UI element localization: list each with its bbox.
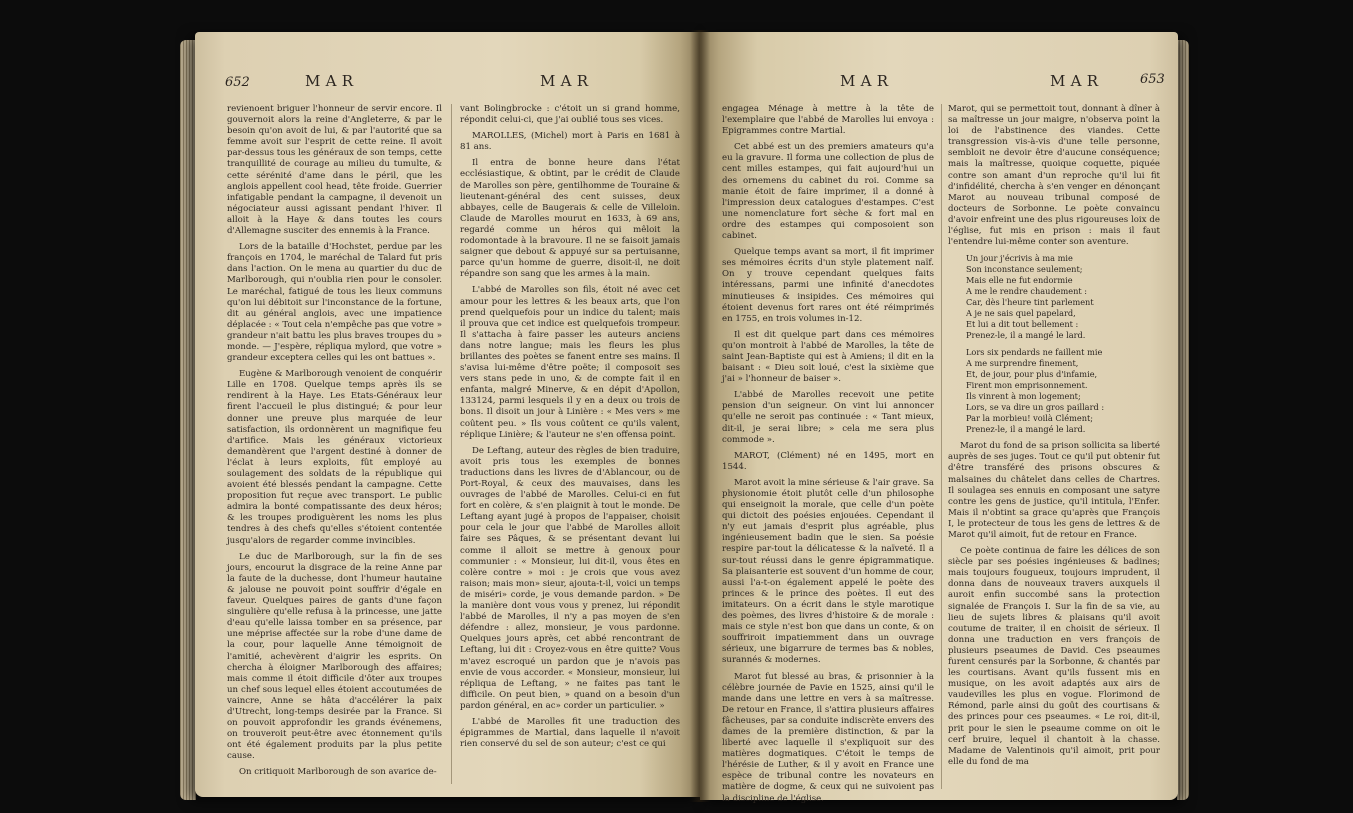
paragraph: revienoent briguer l'honneur de servir encore. Il gouvernoit alors la reine d'Angleterre, & par le besoin qu'on avoit de lui, & par l'autorité que sa femme avoit sur l'esprit de cette reine. Il avoit par-dessus tous les généraux de son temps, cette tranquillité de courage au milieu du tumulte, & cette sérénité d'ame dans le péril, que les anglois appellent cool head, tête froide. Guerrier infatigable pendant la campagne, il devenoit un négociateur aussi agissant pendant l'hiver. Il alloit à la Haye & dans toutes les cours d'Allemagne susciter des ennemis à la France. bbox=[227, 104, 442, 237]
marot-intro-paragraph: Marot, qui se permettoit tout, donnant à dîner à sa maîtresse un jour maigre, n'observa point la loi de l'abstinence des viandes. Cette transgression vis-à-vis d'une telle personne, sembloit ne devoir être d'aucune conséquence; mais la maîtresse, quoique coquette, piquée contre son amant d'un reproche qu'il lui fit d'infidélité, chercha à s'en venger en dénonçant Marot au nouveau tribunal composé de docteurs de Sorbonne. Le poète convaincu d'avoir enfreint une des plus rigoureuses loix de l'église, fut mis en prison : mais il faut l'entendre lui-même conter son aventure. bbox=[948, 104, 1160, 248]
marot-continuation bbox=[948, 441, 1160, 768]
verse-line: Son inconstance seulement; bbox=[966, 264, 1083, 275]
paragraph: L'abbé de Marolles fit une traduction des épigrammes de Martial, dans laquelle il n'avoit rien conservé du sel de son auteur; c'est ce qui bbox=[460, 716, 680, 750]
verse-line: Ils vinrent à mon logement; bbox=[966, 391, 1081, 402]
left-head-word-1: MAR bbox=[305, 72, 359, 90]
left-page-number: 652 bbox=[225, 75, 250, 90]
right-column-rule bbox=[941, 104, 942, 789]
paragraph: vant Bolingbrocke : c'étoit un si grand homme, répondit celui-ci, que j'ai oublié tous ses vices. bbox=[460, 104, 680, 126]
verse-line: Car, dès l'heure tint parlement bbox=[966, 297, 1094, 308]
right-running-head bbox=[730, 72, 1165, 92]
paragraph: Le duc de Marlborough, sur la fin de ses jours, encourut la disgrace de la reine Anne par la faute de la duchesse, dont l'humeur hautaine & jalouse ne pouvoit point souffrir d'égale en faveur. Quelques paires de gants d'une façon singulière qu'elle refusa à la princesse, une jatte d'eau qu'elle laissa tomber en sa présence, par une méprise affectée sur la robe d'une dame de la cour, pour laquelle Anne témoignoit de l'amitié, achevèrent d'aigrir les esprits. On chercha à éloigner Marlborough des affaires; mais comme il étoit difficile d'ôter aux troupes un chef sous lequel elles étoient accoutumées de vaincre, Anne se hâta d'accélérer la paix d'Utrecht, long-temps desirée par la France. Si on pouvoit approfondir les grands événemens, on trouveroit peut-être avec étonnement qu'ils ont été également produits par la plus petite cause. bbox=[227, 551, 442, 762]
paragraph: On critiquoit Marlborough de son avarice de- bbox=[239, 767, 437, 778]
paragraph: Marot avoit la mine sérieuse & l'air grave. Sa physionomie étoit plutôt celle d'un philosophe qui enseignoit la morale, que celle d'un poète qui dictoit des poésies enjouées. Cependant il n'y eut jamais d'esprit plus agréable, plus ingénieusement badin que le sien. Sa poésie respire par-tout la délicatesse & la naïveté. Il a sur-tout réussi dans le genre épigrammatique. Sa plaisanterie est souvent d'un homme de cour, aussi l'a-t-on également appelé le poète des princes & le prince des poètes. Il eut des imitateurs. On a écrit dans le style marotique des poèmes, des livres d'histoire & de morale : mais ce style n'est bon que dans un conte, & on souffriroit impatiemment dans un ouvrage sérieux, une bigarrure de termes bas & nobles, surannés & modernes. bbox=[722, 477, 934, 666]
verse-stanza-1 bbox=[966, 253, 1160, 341]
verse-line: Mais elle ne fut endormie bbox=[966, 275, 1073, 286]
paragraph: Il entra de bonne heure dans l'état ecclésiastique, & obtint, par le crédit de Claude de Marolles son père, gentilhomme de Touraine & lieutenant-général des cent suisses, deux abbayes, celle de Baugerais & celle de Villeloin. Claude de Marolles mourut en 1633, à 69 ans, regardé comme un héros qui mêloit la rodomontade à la bravoure. Il ne se faisoit jamais saigner que debout & appuyé sur sa pertuisanne, parce qu'un homme de guerre, disoit-il, ne doit répandre son sang que les armes à la main. bbox=[460, 158, 680, 280]
paragraph: Marot fut blessé au bras, & prisonnier à la célèbre journée de Pavie en 1525, ainsi qu'il le mande dans une lettre en vers à sa maîtresse. De retour en France, il s'attira plusieurs affaires fâcheuses, par sa conduite indiscrète envers des dames de la première distinction, & par la liberté avec laquelle il s'expliquoit sur des matières dogmatiques. C'étoit le temps de l'hérésie de Luther, & il y avoit en France une espèce de tribunal contre les novateurs en matière de dogme, & ceux qui ne suivoient pas la discipline de l'église. bbox=[722, 671, 934, 804]
left-page-edges bbox=[180, 40, 196, 800]
verse-line: A je ne sais quel papelard, bbox=[966, 308, 1076, 319]
paragraph: Eugène & Marlborough venoient de conquérir Lille en 1708. Quelque temps après ils se rendirent à la Haye. Les Etats-Généraux leur firent l'accueil le plus distingué; & pour leur donner une preuve plus marquée de leur satisfaction, ils ordonnèrent un magnifique feu d'artifice. Mais les généraux victorieux demandèrent que l'argent destiné à donner de l'éclat à leurs exploits, fût employé au soulagement des soldats de la république qui avoient été blessés pendant la campagne. Cette proposition fut reçue avec transport. Le public admira la bonté compatissante des deux héros; & les troupes prodiguèrent les noms les plus tendres à des chefs qu'elles s'étoient contentée jusqu'alors de regarder comme invincibles. bbox=[227, 369, 442, 546]
verse-line: Prenez-le, il a mangé le lard. bbox=[966, 424, 1086, 435]
paragraph: MAROT, (Clément) né en 1495, mort en 1544. bbox=[722, 450, 934, 472]
verse-line: Par la morbieu! voilà Clément; bbox=[966, 413, 1094, 424]
left-head-word-2: MAR bbox=[540, 72, 594, 90]
paragraph: Cet abbé est un des premiers amateurs qu'a eu la gravure. Il forma une collection de plus de cent milles estampes, qui fait aujourd'hui un des ornemens du cabinet du roi. Comme sa manie étoit de faire imprimer, il a donné à l'impression deux catalogues d'estampes. C'est une nomenclature fort sèche & fort mal en ordre des estampes qui composoient son cabinet. bbox=[722, 142, 934, 242]
left-column-rule bbox=[451, 104, 452, 784]
paragraph: De Leftang, auteur des règles de bien traduire, avoit pris tous les exemples de bonnes traductions dans les livres de d'Ablancour, ou de Port-Royal, & ceux des mauvaises, dans les ouvrages de l'abbé de Marolles. Celui-ci en fut fort en colère, & s'en plaignit à tout le monde. De Leftang ayant jugé à propos de l'appaiser, choisit pour cela le jour que l'abbé de Marolles alloit faire ses Pâques, & se présentant devant lui comme il alloit se mettre à genoux pour communier : « Monsieur, lui dit-il, vous êtes en colère contre » moi : je crois que vous avez raison; mais mon» sieur, ajouta-t-il, voici un temps de miséri» corde, je vous demande pardon. » De la manière dont vous vous y prenez, lui répondit l'abbé de Marolles, il n'y a pas moyen de s'en défendre : allez, monsieur, je vous pardonne. Quelques jours après, cet abbé rencontrant de Leftang, lui dit : Croyez-vous en être quitte? Vous m'avez escroqué un pardon que je n'avois pas envie de vous accorder. « Monsieur, monsieur, lui répliqua de Leftang, » ne faites pas tant le difficile. On peut bien, » quand on a besoin d'un pardon général, en ac» corder un particulier. » bbox=[460, 445, 680, 711]
left-page bbox=[195, 32, 700, 797]
paragraph: MAROLLES, (Michel) mort à Paris en 1681 à 81 ans. bbox=[460, 131, 680, 153]
verse-line: Lors, se va dire un gros paillard : bbox=[966, 402, 1105, 413]
verse-line: Lors six pendards ne faillent mie bbox=[966, 347, 1103, 358]
right-head-word-1: MAR bbox=[840, 72, 894, 90]
paragraph: Ce poète continua de faire les délices de son siècle par ses poésies ingénieuses & badines; mais toujours fougueux, toujours imprudent, il donna dans de nouveaux travers auxquels il auroit enfin succombé sans la protection signalée de François I. Sur la fin de sa vie, au lieu de sujets libres & plaisans qu'il avoit coutume de traiter, il en choisit de sérieux. Il donna une traduction en vers françois de plusieurs pseaumes de David. Ces pseaumes furent censurés par la Sorbonne, & chantés par les courtisans. Avant qu'ils fussent mis en musique, on les avoit adaptés aux airs de vaudevilles les plus en vogue. Florimond de Rémond, parle ainsi du goût des courtisans & des princes pour ces pseaumes. « Le roi, dit-il, prit pour le sien le pseaume comme on oit le cerf bruire, lequel il chantoit à la chasse. Madame de Valentinois qu'il aimoit, prit pour elle du fond de ma bbox=[948, 546, 1160, 767]
right-column-2 bbox=[948, 104, 1160, 789]
verse-line: Et lui a dit tout bellement : bbox=[966, 319, 1079, 330]
verse-line: A me le rendre chaudement : bbox=[966, 286, 1088, 297]
paragraph: Lors de la bataille d'Hochstet, perdue par les françois en 1704, le maréchal de Talard fut pris dans l'action. On le mena au quartier du duc de Marlborough, qui n'oublia rien pour le consoler. Le maréchal, fatigué de tous les lieux communs qu'on lui débitoit sur l'inconstance de la fortune, dit au général anglois, avec une impatience déplacée : « Tout cela n'empêche pas que votre » grandeur n'ait battu les plus braves troupes du » monde. — J'espère, répliqua mylord, que votre » grandeur exceptera celles qui les ont battues ». bbox=[227, 242, 442, 364]
verse-line: Firent mon emprisonnement. bbox=[966, 380, 1088, 391]
verse-line: Et, de jour, pour plus d'infamie, bbox=[966, 369, 1098, 380]
paragraph: Quelque temps avant sa mort, il fit imprimer ses mémoires écrits d'un style platement naïf. On y trouve cependant quelques faits intéressans, parmi une infinité d'anecdotes minutieuses & insipides. Ces mémoires qui étoient devenus fort rares ont été réimprimés en 1755, en trois volumes in-12. bbox=[722, 247, 934, 324]
paragraph: engagea Ménage à mettre à la tête de l'exemplaire que l'abbé de Marolles lui envoya : Epigrammes contre Martial. bbox=[722, 104, 934, 137]
left-running-head bbox=[225, 72, 670, 92]
verse-line: Un jour j'écrivis à ma mie bbox=[966, 253, 1073, 264]
right-page-edges bbox=[1177, 40, 1189, 800]
verse-stanza-2 bbox=[966, 347, 1160, 435]
left-column-2 bbox=[460, 104, 680, 784]
left-column-1 bbox=[227, 104, 442, 784]
paragraph: L'abbé de Marolles recevoit une petite pension d'un seigneur. On vint lui annoncer qu'elle ne seroit pas continuée : « Tant mieux, dit-il, je serai libre; » cela me sera plus commode ». bbox=[722, 390, 934, 445]
right-page bbox=[700, 32, 1178, 804]
paragraph: L'abbé de Marolles son fils, étoit né avec cet amour pour les lettres & les beaux arts, que l'on prend quelquefois pour un indice du talent; mais il prouva que cet indice est quelquefois trompeur. Il s'attacha à faire passer les auteurs anciens dans notre langue; mais les fleurs les plus brillantes des poètes se fanent entre ses mains. Il s'avisa lui-même d'être poëte; il composoit ses vers stans pede in uno, & de compte fait il en enfanta, malgré Minerve, & en dépit d'Apollon, 133124, parmi lesquels il y en a deux ou trois de bons. Il disoit un jour à Linière : « Mes vers » me coûtent peu. » Ils vous coûtent ce qu'ils valent, réplique Linière; & l'auteur ne s'en offensa point. bbox=[460, 285, 680, 440]
right-head-word-2: MAR bbox=[1050, 72, 1104, 90]
right-page-number: 653 bbox=[1140, 72, 1165, 87]
paragraph: Marot du fond de sa prison sollicita sa liberté auprès de ses juges. Tout ce qu'il put obtenir fut d'être transféré des prisons obscures & malsaines du châtelet dans celles de Chartres. Il soulagea ses ennuis en composant une satyre contre les gens de justice, qu'il intitula, l'Enfer. Mais il n'obtint sa grace qu'après que François I, le protecteur de tous les gens de lettres & de Marot qu'il aimoit, fut de retour en France. bbox=[948, 441, 1160, 540]
paragraph: Il est dit quelque part dans ces mémoires qu'on montroit à l'abbé de Marolles, la tête de saint Jean-Baptiste qui est à Amiens; il dit en la baisant : « Dieu soit loué, c'est la sixième que j'ai » l'honneur de baiser ». bbox=[722, 329, 934, 385]
verse-line: A me surprendre finement, bbox=[966, 358, 1079, 369]
right-column-1 bbox=[722, 104, 934, 804]
verse-line: Prenez-le, il a mangé le lard. bbox=[966, 330, 1086, 341]
